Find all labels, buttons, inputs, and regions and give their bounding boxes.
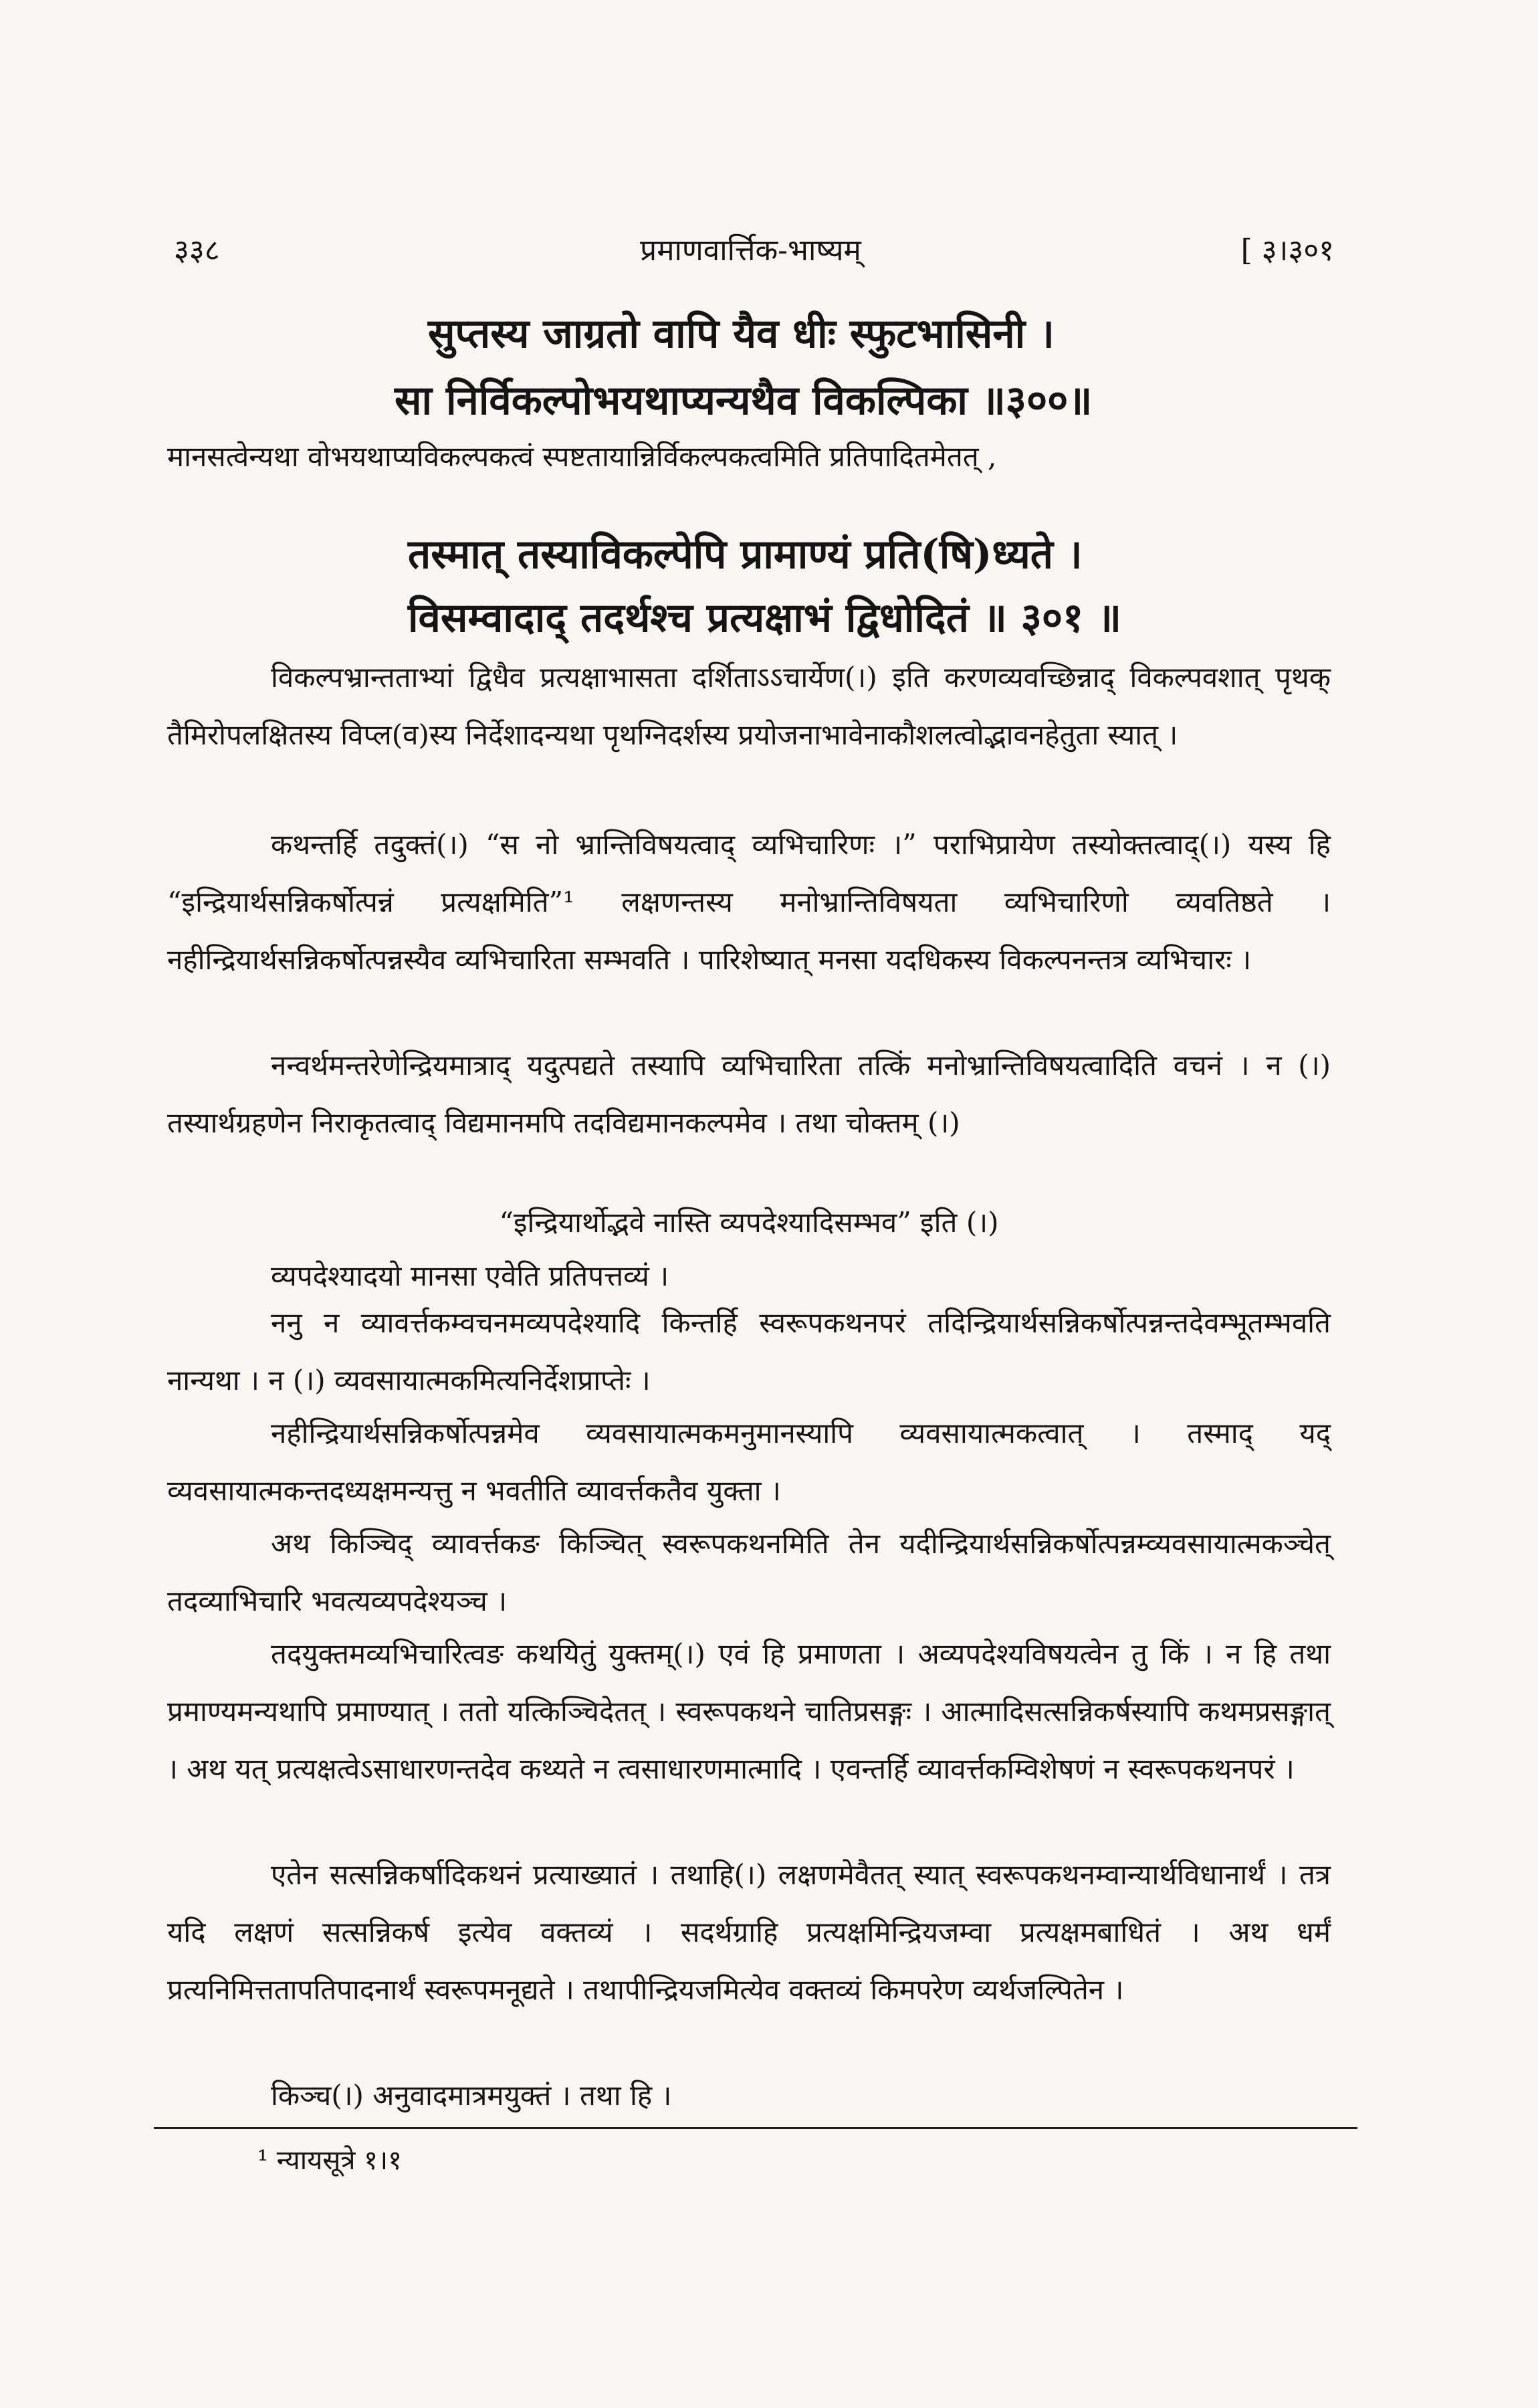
commentary-paragraph: नन्वर्थमन्तरेणेन्द्रियमात्राद् यदुत्पद्यते तस्यापि व्यभिचारिता तत्किं मनोभ्रान्तिविषयत्वादिति वचनं । न (।) तस्यार्थग्रहणेन निराकृतत्वाद् विद्यमानमपि तदविद्यमानकल्पमेव । तथा चोक्तम् (।) (167, 1049, 1331, 1139)
commentary-paragraph: ननु न व्यावर्त्तकम्वचनमव्यपदेश्यादि किन्तर्हि स्वरूपकथनपरं तदिन्द्रियार्थसन्निकर्षोत्पन्नन्तदेवम्भूतम्भवति नान्यथा । न (।) व्यवसायात्मकमित्यनिर्देशप्राप्तेः । (167, 1306, 1331, 1397)
footnote: ¹ न्यायसूत्रे १।१ (257, 2145, 402, 2176)
running-title: प्रमाणवार्त्तिक-भाष्यम् (640, 233, 861, 268)
commentary-paragraph: अथ किञ्चिद् व्यावर्त्तकङ किञ्चित् स्वरूपकथनमिति तेन यदीन्द्रियार्थसन्निकर्षोत्पन्नम्व्यवसायात्मकञ्चेत् तदव्याभिचारि भवत्यव्यपदेश्यञ्च । (167, 1527, 1331, 1617)
verse-300-line-2: सा निर्विकल्पोभयथाप्यन्यथैव विकल्पिका ॥३००॥ (395, 377, 1093, 424)
verse-301-line-2: विसम्वादाद् तदर्थश्च प्रत्यक्षाभं द्विधोदितं ॥ ३०१ ॥ (408, 595, 1122, 641)
page-number: ३३८ (174, 233, 220, 268)
commentary-paragraph: तदयुक्तमव्यभिचारित्वङ कथयितुं युक्तम्(।) एवं हि प्रमाणता । अव्यपदेश्यविषयत्वेन तु किं । न हि तथा प्रमाण्यमन्यथापि प्रमाण्यात् । ततो यत्किञ्चिदेतत् । स्वरूपकथने चातिप्रसङ्गः । आत्मादिसत्सन्निकर्षस्यापि कथमप्रसङ्गात् । अथ यत् प्रत्यक्षत्वेऽसाधारणन्तदेव कथ्यते न त्वसाधारणमात्मादि । एवन्तर्हि व्यावर्त्तकम्विशेषणं न स्वरूपकथनपरं । (167, 1637, 1331, 1785)
verse-300-line-1: सुप्तस्य जाग्रतो वापि यैव धीः स्फुटभासिनी । (428, 310, 1055, 357)
page-header (167, 222, 1334, 276)
quotation-line: “इन्द्रियार्थोद्भवे नास्ति व्यपदेश्यादिसम्भव” इति (।) (499, 1206, 999, 1239)
commentary-paragraph: मानसत्वेन्यथा वोभयथाप्यविकल्पकत्वं स्पष्टतायान्निर्विकल्पकत्वमिति प्रतिपादितमेतत् , (167, 440, 997, 473)
commentary-paragraph: नहीन्द्रियार्थसन्निकर्षोत्पन्नमेव व्यवसायात्मकमनुमानस्यापि व्यवसायात्मकत्वात् । तस्माद् यद् व्यवसायात्मकन्तदध्यक्षमन्यत्तु न भवतीति व्यावर्त्तकतैव युक्ता । (167, 1417, 1331, 1507)
verse-301-line-1: तस्मात् तस्याविकल्पेपि प्रामाण्यं प्रति(षि)ध्यते । (408, 531, 1083, 578)
commentary-paragraph: एतेन सत्सन्निकर्षादिकथनं प्रत्याख्यातं । तथाहि(।) लक्षणमेवैतत् स्यात् स्वरूपकथनम्वान्यार्थविधानार्थं । तत्र यदि लक्षणं सत्सन्निकर्ष इत्येव वक्तव्यं । सदर्थग्राहि प्रत्यक्षमिन्द्रियजम्वा प्रत्यक्षमबाधितं । अथ धर्मं प्रत्यनिमित्ततापतिपादनार्थं स्वरूपमनूद्यते । तथापीन्द्रियजमित्येव वक्तव्यं किमपरेण व्यर्थजल्पितेन । (167, 1858, 1331, 2006)
footnote-divider (154, 2127, 1357, 2129)
commentary-paragraph: विकल्पभ्रान्तताभ्यां द्विधैव प्रत्यक्षाभासता दर्शिताऽऽचार्येण(।) इति करणव्यवच्छिन्नाद् विकल्पवशात् पृथक् तैमिरोपलक्षितस्य विप्ल(व)स्य निर्देशादन्यथा पृथग्निदर्शस्य प्रयोजनाभावेनाकौशलत्वोद्भावनहेतुता स्यात् । (167, 661, 1331, 751)
commentary-paragraph: किञ्च(।) अनुवादमात्रमयुक्तं । तथा हि । (271, 2079, 672, 2112)
verse-reference: [ ३।३०१ (1240, 233, 1334, 268)
commentary-paragraph: व्यपदेश्यादयो मानसा एवेति प्रतिपत्तव्यं । (271, 1260, 669, 1292)
commentary-paragraph: कथन्तर्हि तदुक्तं(।) “स नो भ्रान्तिविषयत्वाद् व्यभिचारिणः ।” पराभिप्रायेण तस्योक्तत्वाद्(।) यस्य हि “इन्द्रियार्थसन्निकर्षोत्पन्नं प्रत्यक्षमिति”¹ लक्षणन्तस्य मनोभ्रान्तिविषयता व्यभिचारिणो व्यवतिष्ठते । नहीन्द्रियार्थसन्निकर्षोत्पन्नस्यैव व्यभिचारिता सम्भवति । पारिशेष्यात् मनसा यदधिकस्य विकल्पनन्तत्र व्यभिचारः । (167, 828, 1331, 976)
